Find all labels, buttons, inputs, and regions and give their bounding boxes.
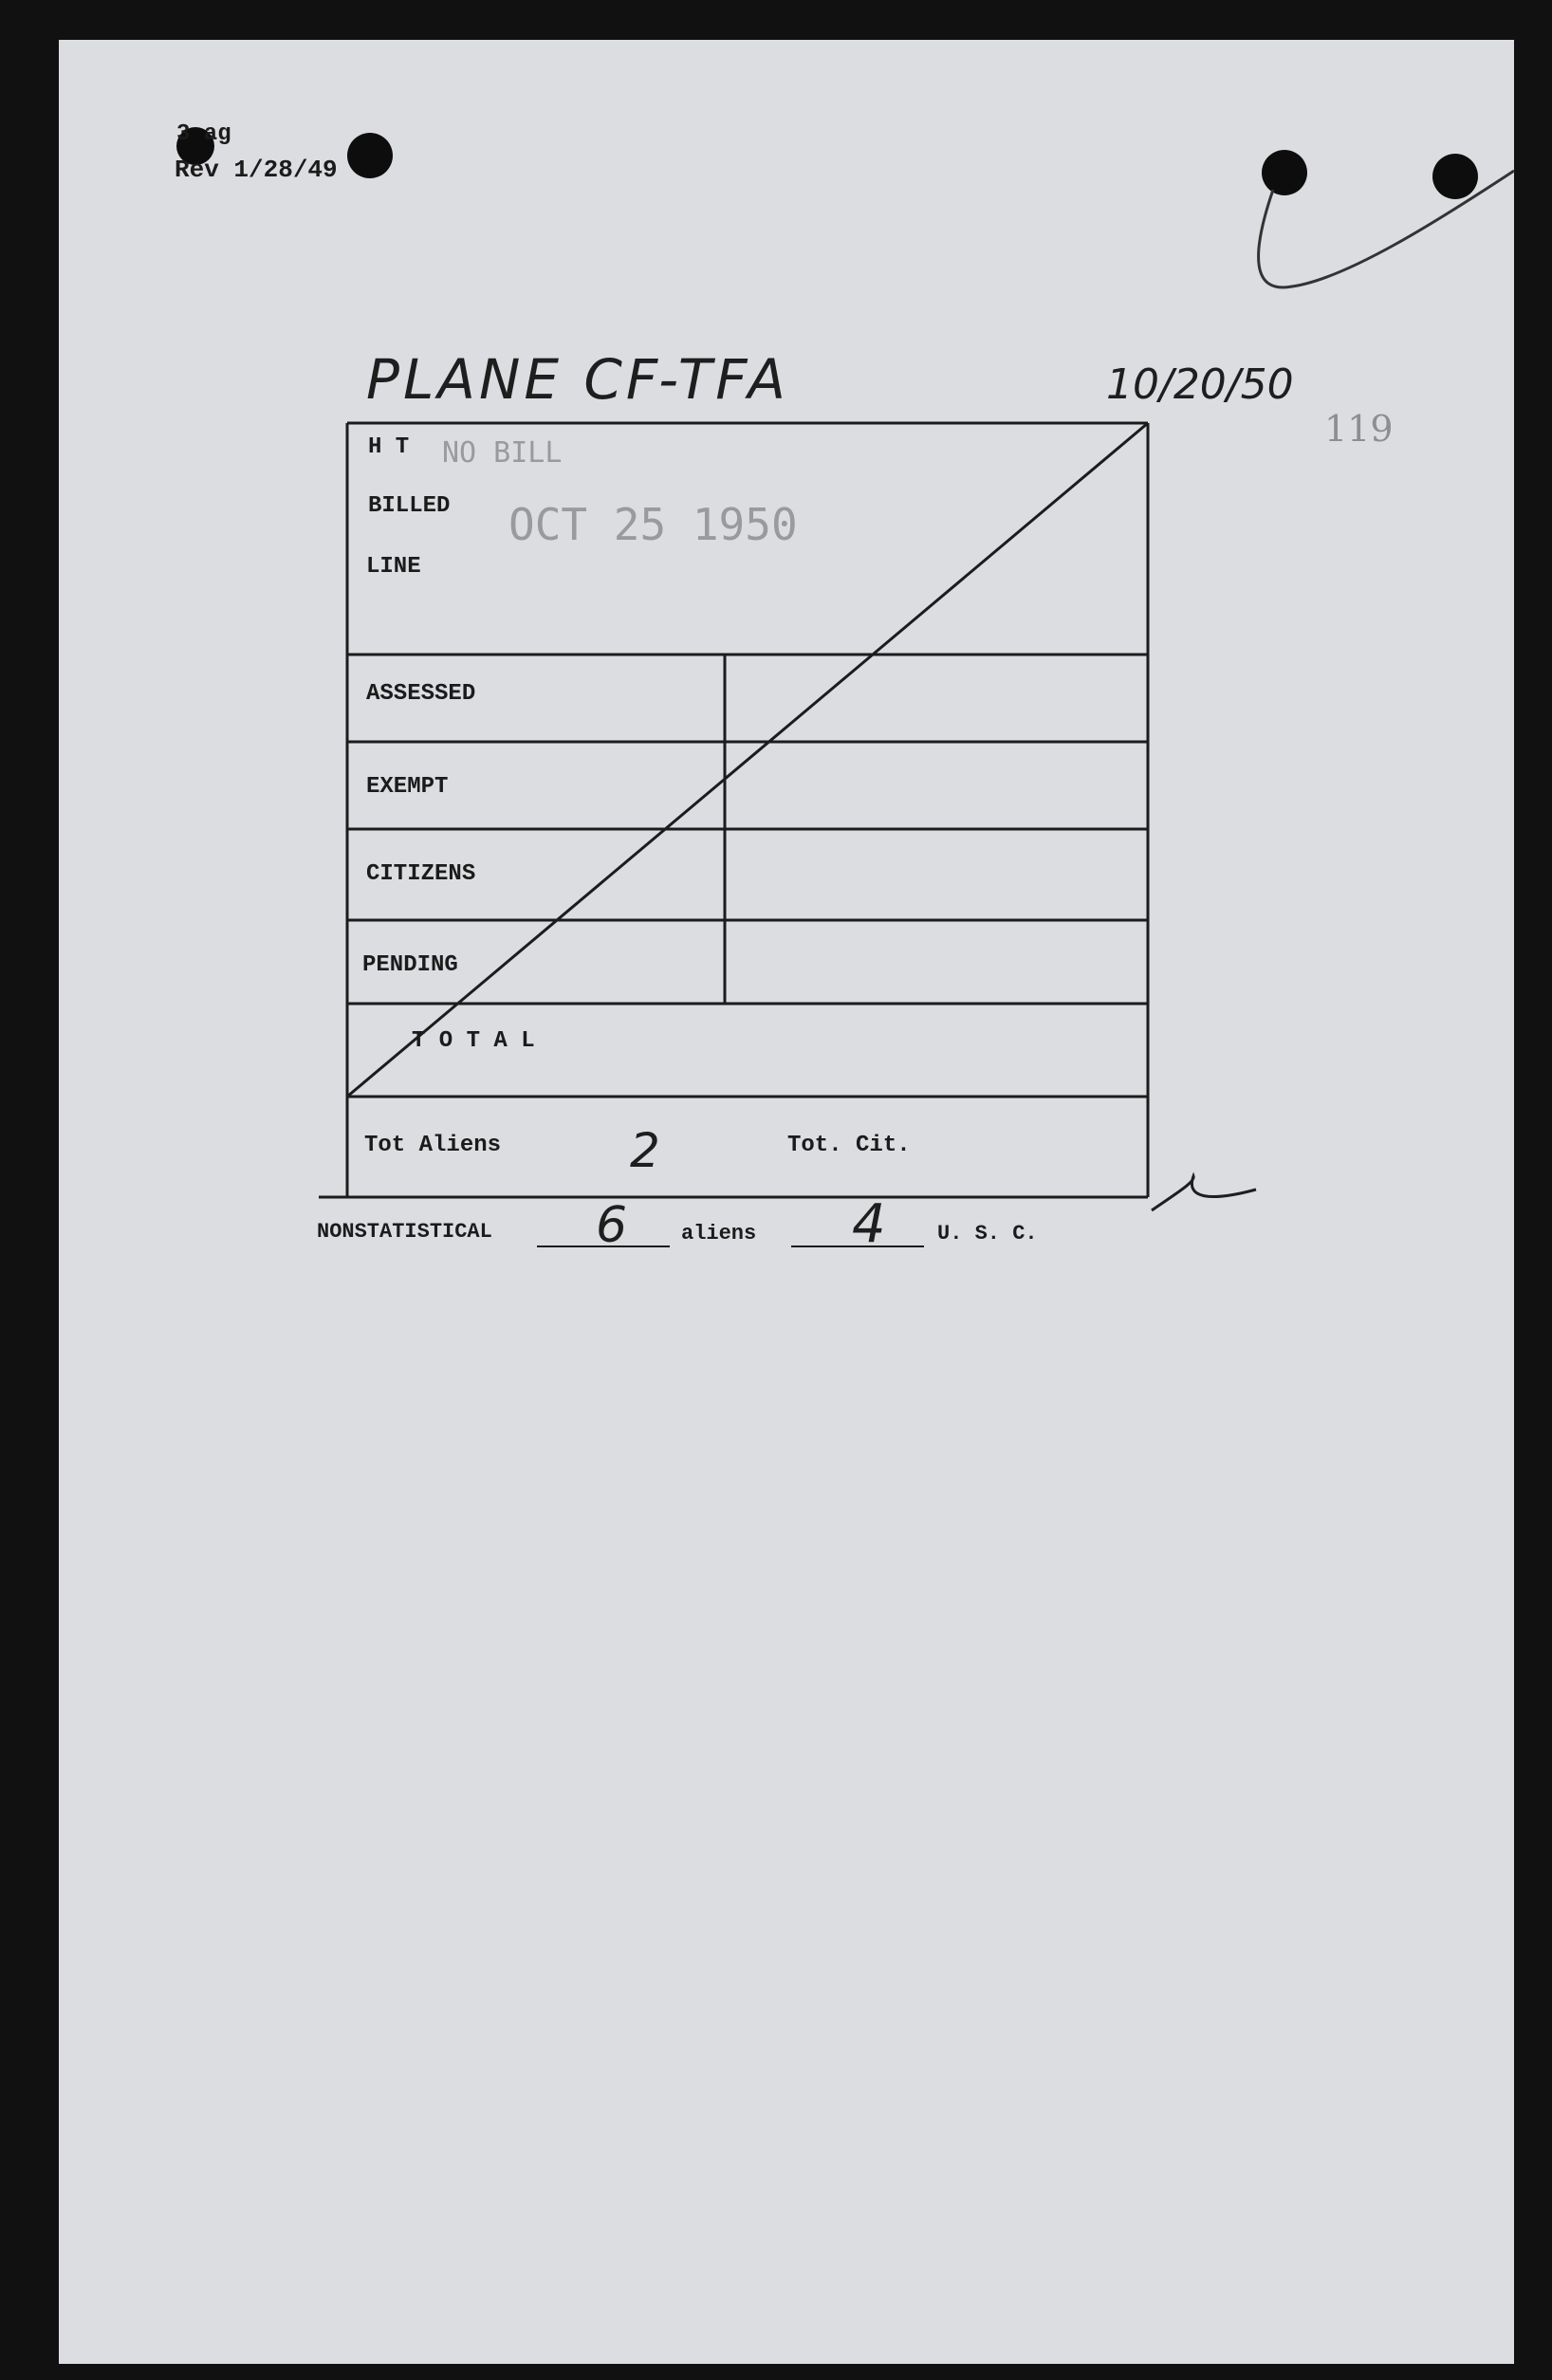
row-label-assessed: ASSESSED — [366, 681, 476, 707]
handwritten-curve — [1259, 171, 1514, 287]
billed-label: BILLED — [368, 493, 451, 519]
handwritten-date: 10/20/50 — [1106, 360, 1294, 409]
aliens-label: aliens — [681, 1222, 757, 1245]
tot-cit-label: Tot. Cit. — [787, 1133, 911, 1158]
form-code-top: 3 ag — [176, 121, 231, 147]
form-code-rev: Rev 1/28/49 — [175, 156, 338, 184]
usc-value: 4 — [852, 1193, 886, 1255]
nonstatistical-label: NONSTATISTICAL — [317, 1220, 492, 1244]
handwritten-plane-id: PLANE CF-TFA — [366, 347, 789, 412]
nonstatistical-aliens-value: 6 — [596, 1197, 628, 1254]
ht-label: H T — [368, 434, 410, 460]
page-number: 119 — [1324, 408, 1394, 450]
usc-label: U. S. C. — [937, 1222, 1038, 1245]
ht-stamp: NO BILL — [442, 436, 563, 470]
row-label-pending: PENDING — [362, 952, 458, 978]
line-label: LINE — [366, 554, 421, 580]
tot-aliens-label: Tot Aliens — [364, 1133, 502, 1158]
tot-aliens-value: 2 — [630, 1123, 660, 1178]
row-label-citizens: CITIZENS — [366, 861, 476, 887]
total-label: T O T A L — [412, 1028, 535, 1054]
row-label-exempt: EXEMPT — [366, 774, 449, 800]
initials-scribble — [1152, 1176, 1256, 1210]
billed-stamp: OCT 25 1950 — [508, 499, 798, 550]
